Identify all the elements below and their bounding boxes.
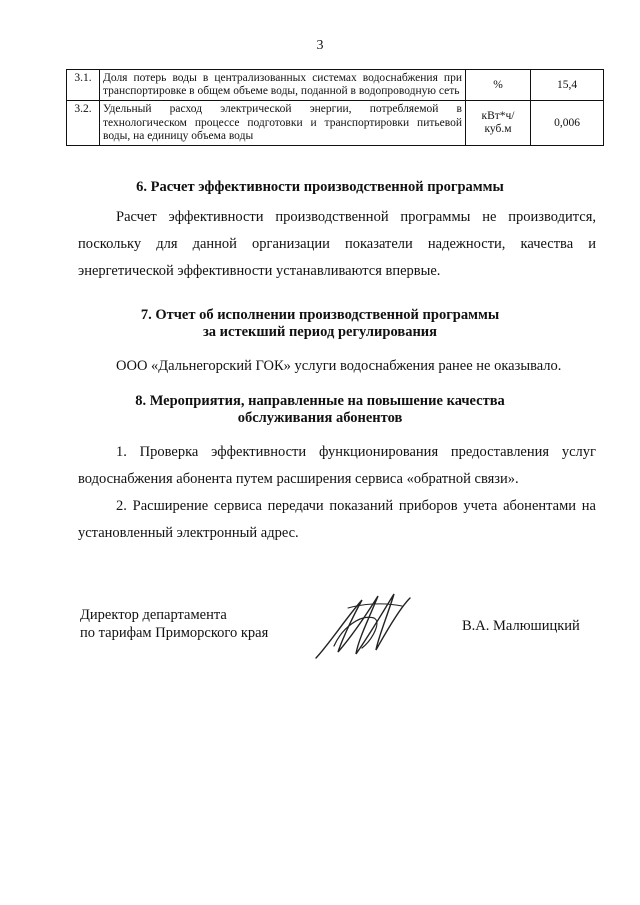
indicator-name: Доля потерь воды в централизованных системах водоснабжения при транспортировке в общем объеме воды, поданной в водопроводную сеть (100, 70, 466, 101)
section-8-item-1-text: 1. Проверка эффективности функционирования предоставления услуг водоснабжения абонента путем расширения сервиса «обратной связи». (78, 444, 596, 487)
section-8-heading-line2: обслуживания абонентов (237, 410, 403, 426)
indicator-value: 0,006 (531, 101, 604, 146)
section-6-paragraph: Расчет эффективности производственной программы не производится, поскольку для данной организации показатели надежности, качества и энергетической эффективности устанавливаются впервые. (78, 209, 596, 279)
section-7-heading-line1: 7. Отчет об исполнении производственной программы (140, 307, 500, 323)
section-8-heading-line1: 8. Мероприятия, направленные на повышение качества (135, 393, 505, 409)
row-number: 3.1. (67, 70, 100, 101)
table-row (67, 101, 604, 146)
section-7-paragraph: ООО «Дальнегорский ГОК» услуги водоснабжения ранее не оказывало. (116, 358, 562, 374)
section-8-item-2 (78, 493, 596, 547)
signatory-title-line2: по тарифам Приморского края (80, 625, 269, 641)
indicator-unit: % (466, 70, 531, 101)
handwritten-signature (312, 588, 416, 666)
section-6-text (78, 204, 596, 285)
indicator-unit: кВт*ч/ куб.м (466, 101, 531, 146)
indicator-name: Удельный расход электрической энергии, потребляемой в технологическом процессе подготовки и транспортировки питьевой воды, на единицу объема воды (100, 101, 466, 146)
section-7-text (78, 353, 596, 380)
section-8-item-1 (78, 439, 596, 493)
row-number: 3.2. (67, 101, 100, 146)
signatory-title (80, 606, 280, 642)
section-7-heading-line2: за истекший период регулирования (202, 324, 438, 340)
page-number: 3 (316, 38, 324, 53)
section-6-heading: 6. Расчет эффективности производственной программы (136, 179, 504, 195)
section-8-item-2-text: 2. Расширение сервиса передачи показаний приборов учета абонентами на установленный электронный адрес. (78, 498, 596, 541)
table-row (67, 70, 604, 101)
signatory-name: В.А. Малюшицкий (462, 618, 580, 634)
signatory-title-line1: Директор департамента (80, 607, 227, 623)
indicators-table (66, 69, 604, 146)
indicator-value: 15,4 (531, 70, 604, 101)
